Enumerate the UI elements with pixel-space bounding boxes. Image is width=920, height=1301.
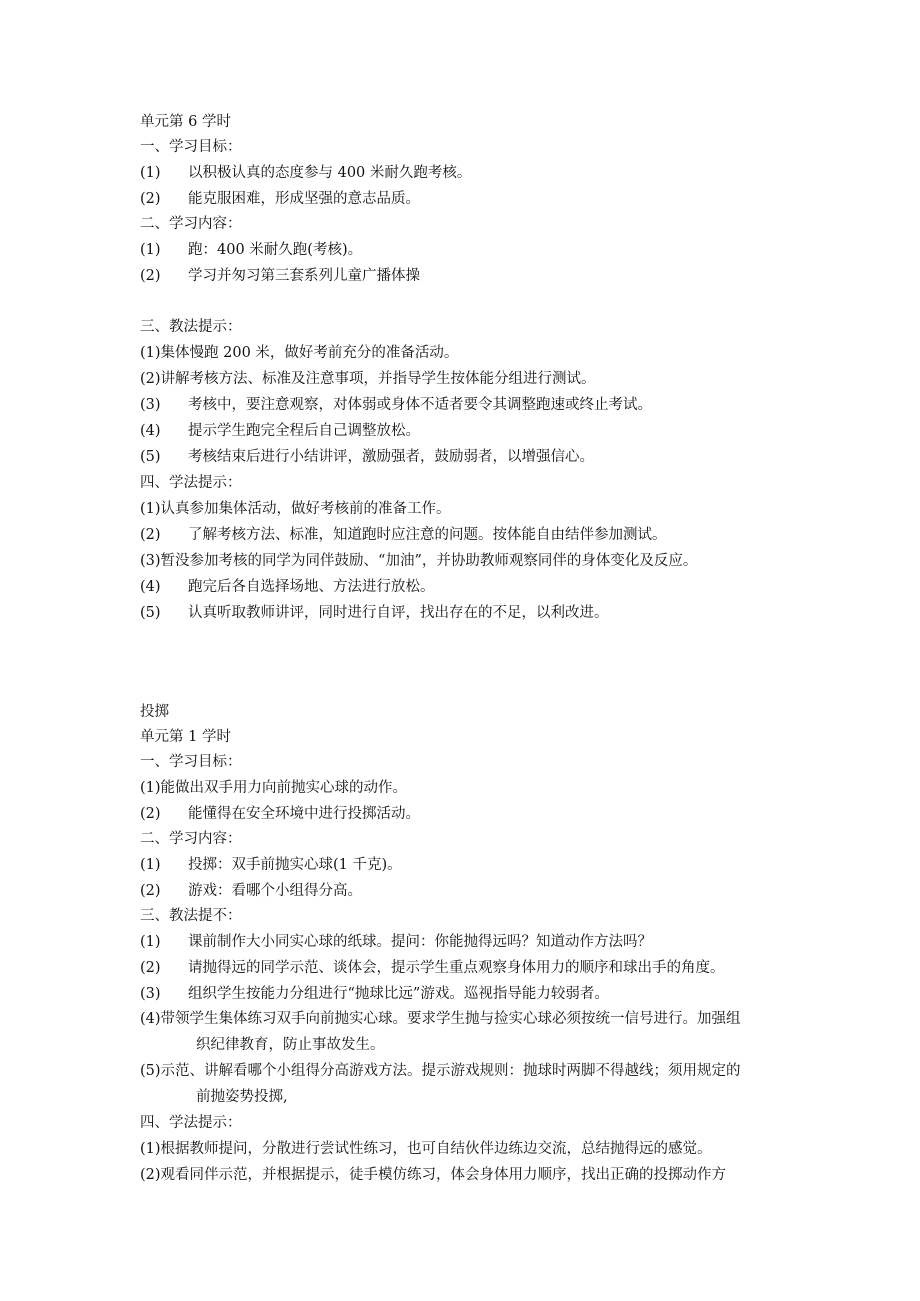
learn-item: (1)根据教师提问，分散进行尝试性练习，也可自结伙伴边练边交流，总结抛得远的感觉。 — [140, 1141, 712, 1157]
goals-heading: 一、学习目标： — [140, 754, 242, 770]
teach-item: (1)集体慢跑 200 米，做好考前充分的准备活动。 — [140, 345, 459, 361]
item-number: (1) — [140, 857, 161, 873]
learn-item: (2)观看同伴示范，并根据提示，徒手模仿练习，体会身体用力顺序，找出正确的投掷动作方 — [140, 1167, 727, 1183]
item-number: (2) — [140, 191, 161, 207]
learn-item — [140, 525, 667, 545]
teach-item — [140, 447, 594, 467]
item-text: 游戏：看哪个小组得分高。 — [188, 883, 362, 899]
item-text: 跑：400 米耐久跑(考核)。 — [188, 242, 363, 258]
lesson-title: 单元第 6 学时 — [140, 114, 231, 130]
item-number: (1) — [140, 242, 161, 258]
content-heading: 二、学习内容： — [140, 216, 242, 232]
item-text: 学习并匆习第三套系列儿童广播体操 — [188, 268, 420, 284]
item-number: (2) — [140, 527, 161, 543]
item-text: 能克服困难，形成坚强的意志品质。 — [188, 191, 420, 207]
teach-item-continuation: 织纪律教育，防止事故发生。 — [196, 1037, 385, 1053]
item-number: (1) — [140, 934, 161, 950]
item-text: 认真听取教师讲评，同时进行自评，找出存在的不足，以利改进。 — [188, 605, 609, 621]
item-number: (2) — [140, 960, 161, 976]
teach-item — [140, 395, 652, 415]
teach-item — [140, 984, 609, 1004]
item-text: 考核结束后进行小结讲评，激励强者，鼓励弱者，以增强信心。 — [188, 449, 594, 465]
item-number: (1) — [140, 165, 161, 181]
content-item — [140, 266, 420, 286]
item-text: 跑完后各自选择场地、方法进行放松。 — [188, 579, 435, 595]
teach-item — [140, 421, 420, 441]
item-text: 组织学生按能力分组进行“抛球比远”游戏。巡视指导能力较弱者。 — [188, 986, 609, 1002]
teach-item: (2)讲解考核方法、标准及注意事项，并指导学生按体能分组进行测试。 — [140, 371, 596, 387]
item-text: 课前制作大小同实心球的纸球。提问：你能抛得远吗？知道动作方法吗？ — [188, 934, 652, 950]
learn-heading: 四、学法提示： — [140, 475, 242, 491]
learn-item: (1)认真参加集体活动，做好考核前的准备工作。 — [140, 501, 451, 517]
item-number: (5) — [140, 605, 161, 621]
content-item — [140, 240, 362, 260]
teach-item-continuation: 前抛姿势投掷, — [196, 1089, 288, 1105]
teach-item — [140, 958, 725, 978]
item-text: 以积极认真的态度参与 400 米耐久跑考核。 — [188, 165, 472, 181]
item-text: 提示学生跑完全程后自己调整放松。 — [188, 423, 420, 439]
item-text: 能懂得在安全环境中进行投掷活动。 — [188, 806, 420, 822]
content-heading: 二、学习内容： — [140, 831, 242, 847]
teach-item — [140, 932, 652, 952]
learn-heading: 四、学法提示： — [140, 1115, 242, 1131]
teach-heading: 三、教法提不： — [140, 908, 242, 924]
item-text: 投掷：双手前抛实心球(1 千克)。 — [188, 857, 402, 873]
item-number: (3) — [140, 397, 161, 413]
content-item — [140, 855, 402, 875]
lesson-title: 单元第 1 学时 — [140, 729, 231, 745]
teach-heading: 三、教法提示： — [140, 319, 242, 335]
item-number: (4) — [140, 579, 161, 595]
teach-item: (5)示范、讲解看哪个小组得分高游戏方法。提示游戏规则：抛球时两脚不得越线；须用规定的 — [140, 1063, 741, 1079]
item-number: (4) — [140, 423, 161, 439]
learn-item — [140, 603, 609, 623]
goal-item — [140, 804, 420, 824]
teach-item: (4)带领学生集体练习双手向前抛实心球。要求学生抛与捡实心球必须按统一信号进行。加强组 — [140, 1011, 741, 1027]
learn-item: (3)暂没参加考核的同学为同伴鼓励、“加油”，并协助教师观察同伴的身体变化及反应。 — [140, 553, 698, 569]
item-number: (2) — [140, 883, 161, 899]
goal-item — [140, 163, 471, 183]
goal-item: (1)能做出双手用力向前抛实心球的动作。 — [140, 780, 408, 796]
goals-heading: 一、学习目标： — [140, 139, 242, 155]
item-text: 考核中，要注意观察，对体弱或身体不适者要令其调整跑速或终止考试。 — [188, 397, 652, 413]
goal-item — [140, 189, 420, 209]
topic-title: 投掷 — [140, 704, 169, 720]
item-number: (3) — [140, 986, 161, 1002]
item-number: (5) — [140, 449, 161, 465]
item-text: 请抛得远的同学示范、谈体会，提示学生重点观察身体用力的顺序和球出手的角度。 — [188, 960, 725, 976]
content-item — [140, 881, 362, 901]
item-number: (2) — [140, 268, 161, 284]
learn-item — [140, 577, 435, 597]
item-text: 了解考核方法、标准，知道跑时应注意的问题。按体能自由结伴参加测试。 — [188, 527, 667, 543]
item-number: (2) — [140, 806, 161, 822]
